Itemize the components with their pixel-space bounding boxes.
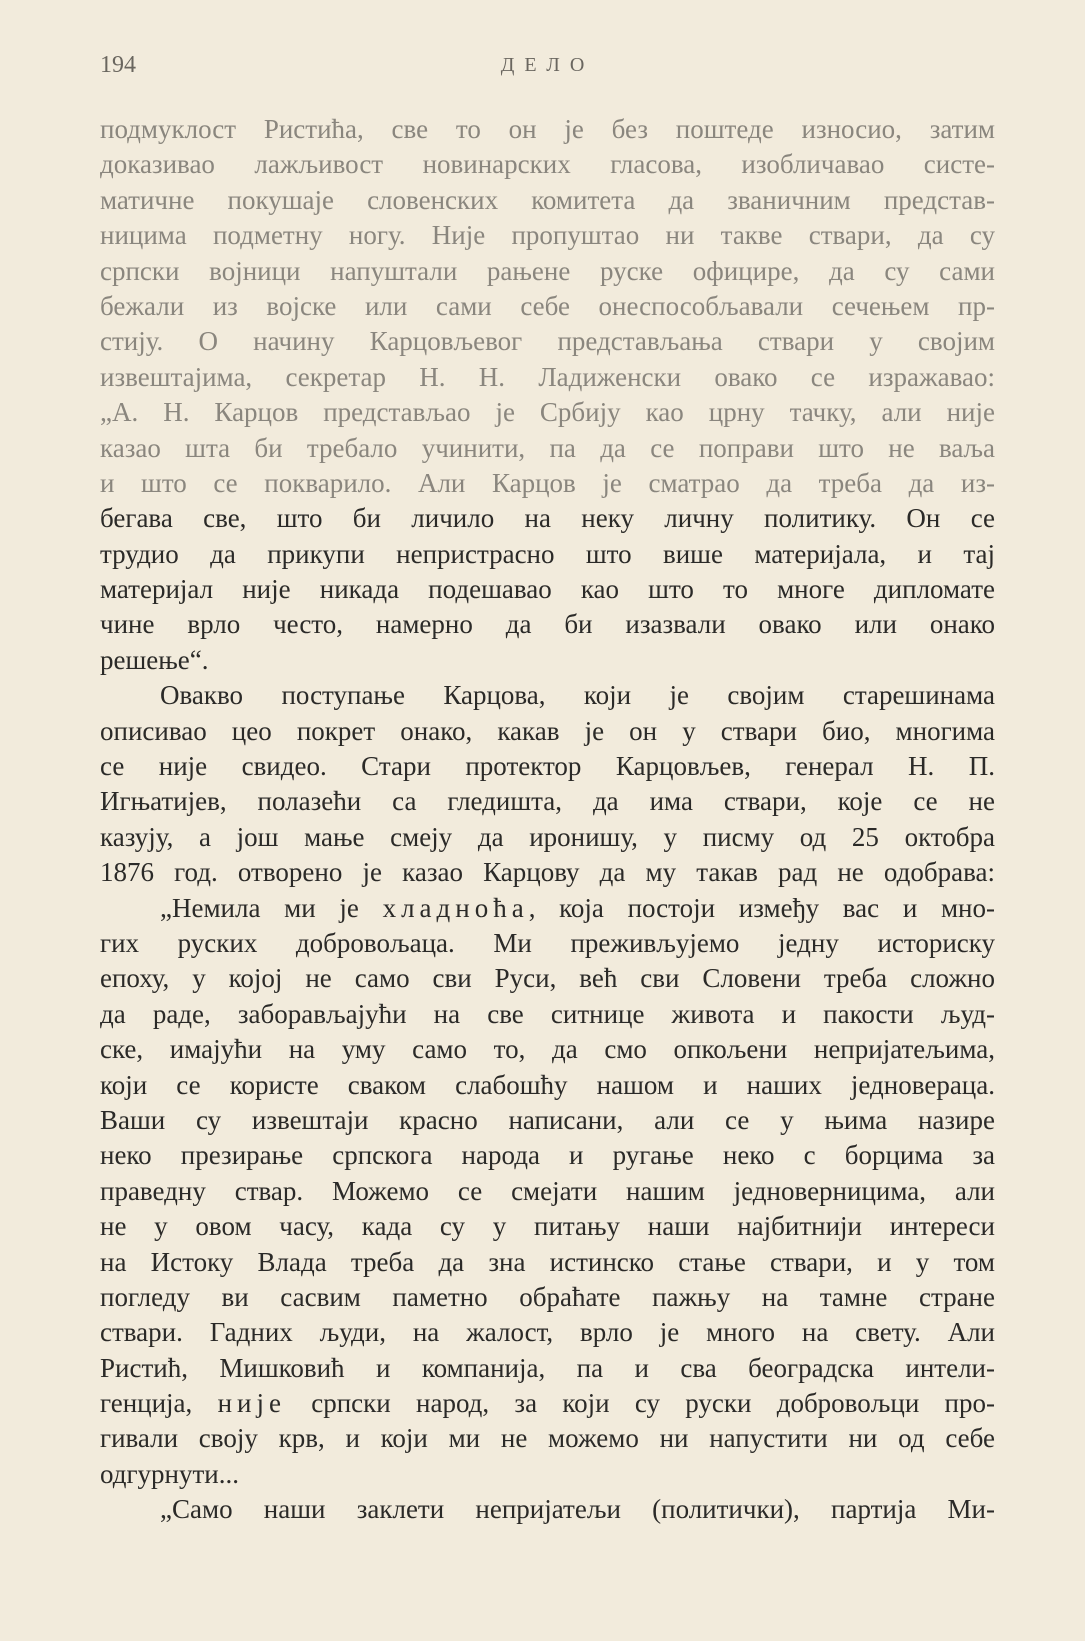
running-head: ДЕЛО: [500, 54, 595, 76]
text-line: 1876 год. отворено је казао Карцову да му такав рад не одобрава:: [100, 857, 995, 888]
text-line: подмуклост Ристића, све то он је без поштеде износио, затим: [100, 114, 995, 144]
text-line: матичне покушаје словенских комитета да званичним представ-: [100, 184, 995, 215]
quote-start: „Немила ми је хладноћа, која постоји између вас и мно-: [160, 892, 995, 923]
text-line: Ристић, Мишковић и компанија, па и сва београдска интели-: [100, 1352, 995, 1383]
spaced-emphasis: није: [217, 1388, 286, 1419]
text-line: казао шта би требало учинити, па да се поправи што не ваља: [100, 432, 995, 463]
text-line: генција, није српски народ, за који су руски добровољци про-: [100, 1388, 995, 1419]
quote-start: „Само наши заклети непријатељи (политички), партија Ми-: [160, 1494, 995, 1525]
text-line: епоху, у којој не само сви Руси, већ сви Словени треба сложно: [100, 963, 995, 994]
text-line: не у овом часу, када су у питању наши најбитнији интереси: [100, 1211, 995, 1242]
spaced-emphasis: хладноћа: [382, 892, 529, 923]
text-line: на Истоку Влада треба да зна истинско стање ствари, и у том: [100, 1246, 995, 1277]
text-line: гих руских добровољаца. Ми преживљујемо једну историску: [100, 927, 995, 958]
text-line: бегава све, што би личило на неку личну политику. Он се: [100, 503, 995, 534]
text-line: Игњатијев, полазећи са гледишта, да има ствари, које се не: [100, 786, 995, 817]
text-line: казују, а још мање смеју да иронишу, у писму од 25 октобра: [100, 821, 995, 852]
text-line: и што се покварило. Али Карцов је сматрао да треба да из-: [100, 467, 995, 498]
text-line: описивао цео покрет онако, какав је он у ствари био, многима: [100, 715, 995, 746]
text-line: бежали из војске или сами себе онеспособљавали сечењем пр-: [100, 290, 995, 321]
text-line: материјал није никада подешавао као што то многе дипломате: [100, 574, 995, 605]
text-line: ствари. Гадних људи, на жалост, врло је много на свету. Али: [100, 1317, 995, 1348]
text-line: „А. Н. Карцов представљао је Србију као црну тачку, али није: [100, 397, 995, 428]
page-number: 194: [100, 52, 136, 78]
text-line: Ваши су извештаји красно написани, али се у њима назире: [100, 1104, 995, 1135]
text-line: ске, имајући на уму само то, да смо опкољени непријатељима,: [100, 1034, 995, 1065]
text-line: одгурнути...: [100, 1458, 239, 1489]
text-line: чине врло често, намерно да би изазвали овако или онако: [100, 609, 995, 640]
text-line: погледу ви сасвим паметно обраћате пажњу на тамне стране: [100, 1281, 995, 1312]
text-line: који се користе сваком слабошћу нашом и наших једноверацa.: [100, 1069, 995, 1100]
text-line: ницима подметну ногу. Није пропуштао ни такве ствари, да су: [100, 220, 995, 251]
body-text: [100, 112, 995, 1528]
text-line: неко презирање српскога народа и ругање неко с борцима за: [100, 1140, 995, 1171]
text-line: доказивао лажљивост новинарских гласова, изобличавао систе-: [100, 149, 995, 180]
text-line: да раде, заборављајући на све ситнице живота и пакости људ-: [100, 998, 995, 1029]
text-line: се није свидео. Стари протектор Карцовљев, генерал Н. П.: [100, 751, 995, 782]
page-header: [100, 52, 995, 82]
text-line: српски војници напуштали рањене руске официре, да су сами: [100, 255, 995, 286]
text-line: извештајима, секретар Н. Н. Ладиженски овако се изражавао:: [100, 361, 995, 392]
text-line: стију. О начину Карцовљевог представљања ствари у својим: [100, 326, 995, 357]
text-line: решење“.: [100, 644, 209, 675]
paragraph-start: Овакво поступање Карцова, који је својим старешинама: [160, 680, 995, 711]
text-line: трудио да прикупи непристрасно што више материјала, и тај: [100, 538, 995, 569]
text-line: гивали своју крв, и који ми не можемо ни напустити ни од себе: [100, 1423, 995, 1454]
text-line: праведну ствар. Можемо се смејати нашим једноверницима, али: [100, 1175, 995, 1206]
